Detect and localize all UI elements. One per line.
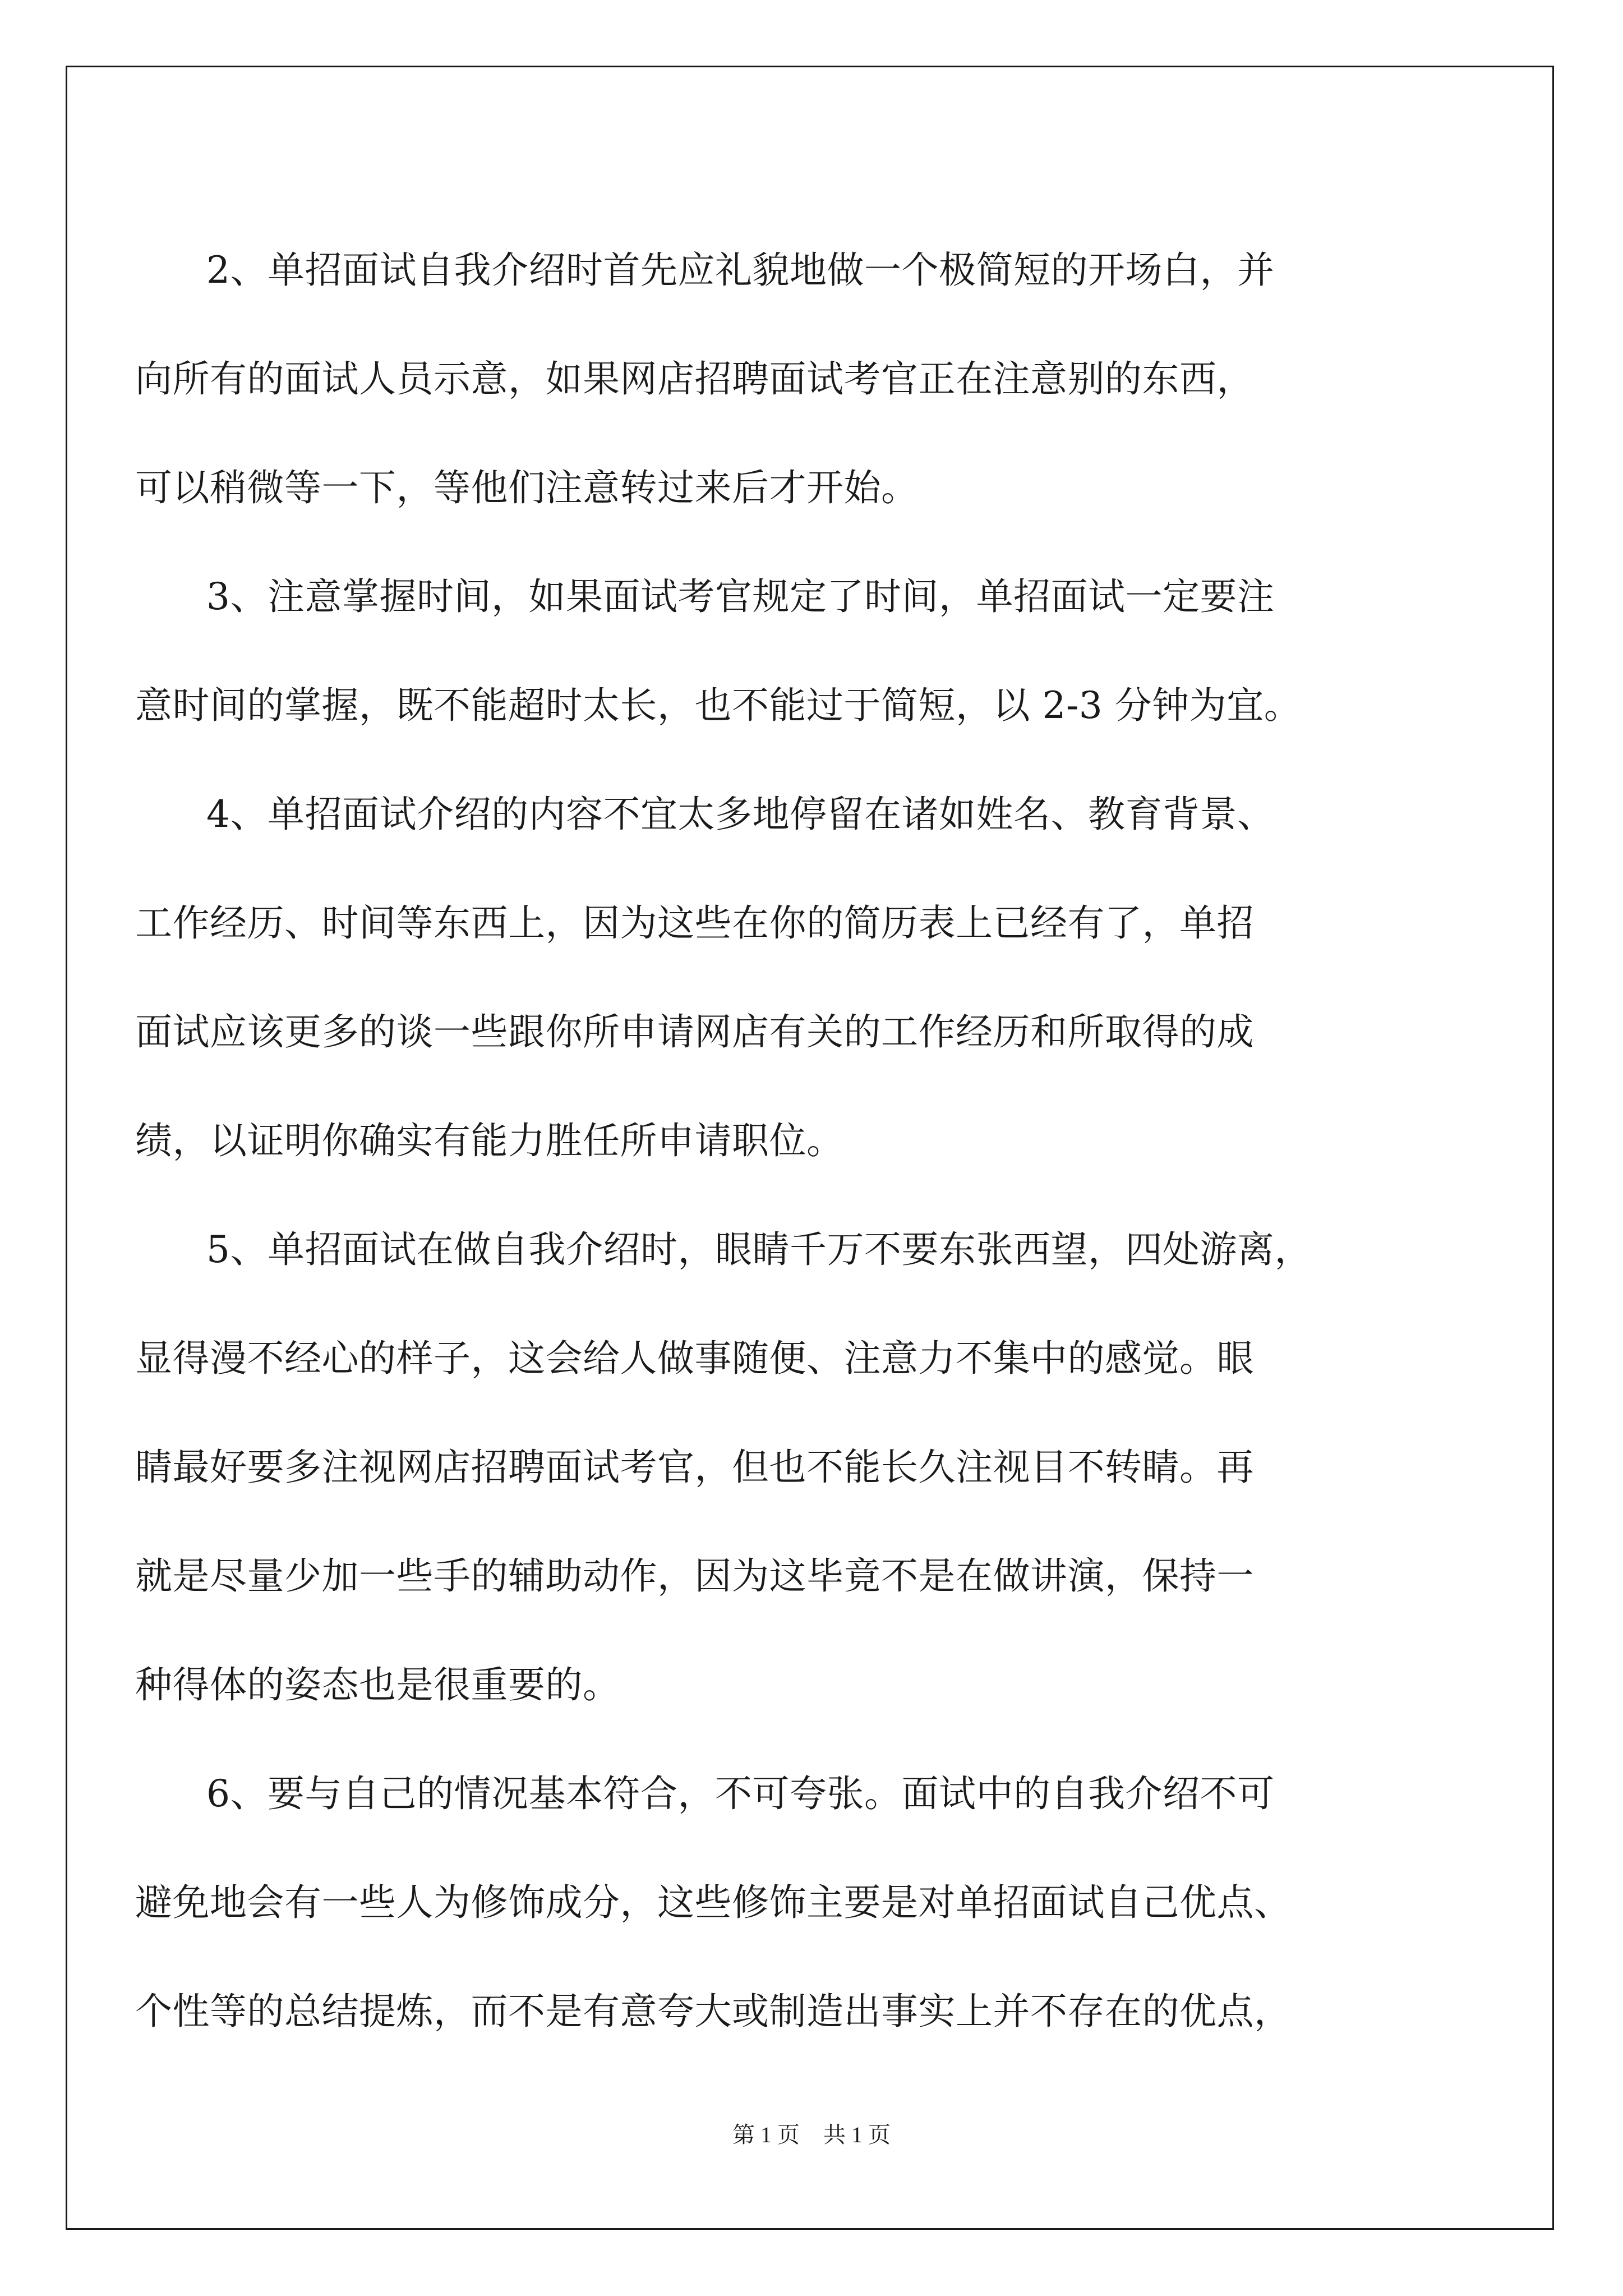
text-line: 睛最好要多注视网店招聘面试考官，但也不能长久注视目不转睛。再 bbox=[135, 1446, 1254, 1489]
paragraph-4 bbox=[135, 760, 1436, 1195]
text-line: 5、单招面试在做自我介绍时，眼睛千万不要东张西望，四处游离， bbox=[206, 1228, 1312, 1271]
text-line: 避免地会有一些人为修饰成分，这些修饰主要是对单招面试自己优点、 bbox=[135, 1881, 1292, 1924]
text-line: 向所有的面试人员示意，如果网店招聘面试考官正在注意别的东西， bbox=[135, 357, 1254, 401]
text-line: 工作经历、时间等东西上，因为这些在你的简历表上已经有了，单招 bbox=[135, 901, 1254, 945]
page-number: 第 1 页 bbox=[732, 2122, 800, 2147]
page-total: 共 1 页 bbox=[823, 2122, 891, 2147]
text-line: 2、单招面试自我介绍时首先应礼貌地做一个极简短的开场白，并 bbox=[206, 249, 1275, 292]
text-line: 显得漫不经心的样子，这会给人做事随便、注意力不集中的感觉。眼 bbox=[135, 1337, 1254, 1380]
page-footer bbox=[0, 2118, 1623, 2152]
text-line: 面试应该更多的谈一些跟你所申请网店有关的工作经历和所取得的成 bbox=[135, 1010, 1254, 1053]
text-line: 意时间的掌握，既不能超时太长，也不能过于简短，以 2-3 分钟为宜。 bbox=[135, 684, 1302, 727]
paragraph-2 bbox=[135, 216, 1436, 542]
document-body bbox=[135, 216, 1436, 2066]
text-line: 4、单招面试介绍的内容不宜太多地停留在诸如姓名、教育背景、 bbox=[206, 793, 1275, 836]
text-line: 个性等的总结提炼，而不是有意夸大或制造出事实上并不存在的优点， bbox=[135, 1990, 1292, 2033]
text-line: 可以稍微等一下，等他们注意转过来后才开始。 bbox=[135, 466, 919, 509]
text-line: 就是尽量少加一些手的辅助动作，因为这毕竟不是在做讲演，保持一 bbox=[135, 1554, 1254, 1598]
paragraph-6 bbox=[135, 1740, 1436, 2066]
paragraph-5 bbox=[135, 1195, 1436, 1740]
text-line: 种得体的姿态也是很重要的。 bbox=[135, 1663, 620, 1706]
paragraph-3 bbox=[135, 542, 1436, 760]
text-line: 6、要与自己的情况基本符合，不可夸张。面试中的自我介绍不可 bbox=[206, 1772, 1275, 1815]
text-line: 3、注意掌握时间，如果面试考官规定了时间，单招面试一定要注 bbox=[206, 575, 1275, 618]
text-line: 绩，以证明你确实有能力胜任所申请职位。 bbox=[135, 1119, 844, 1162]
